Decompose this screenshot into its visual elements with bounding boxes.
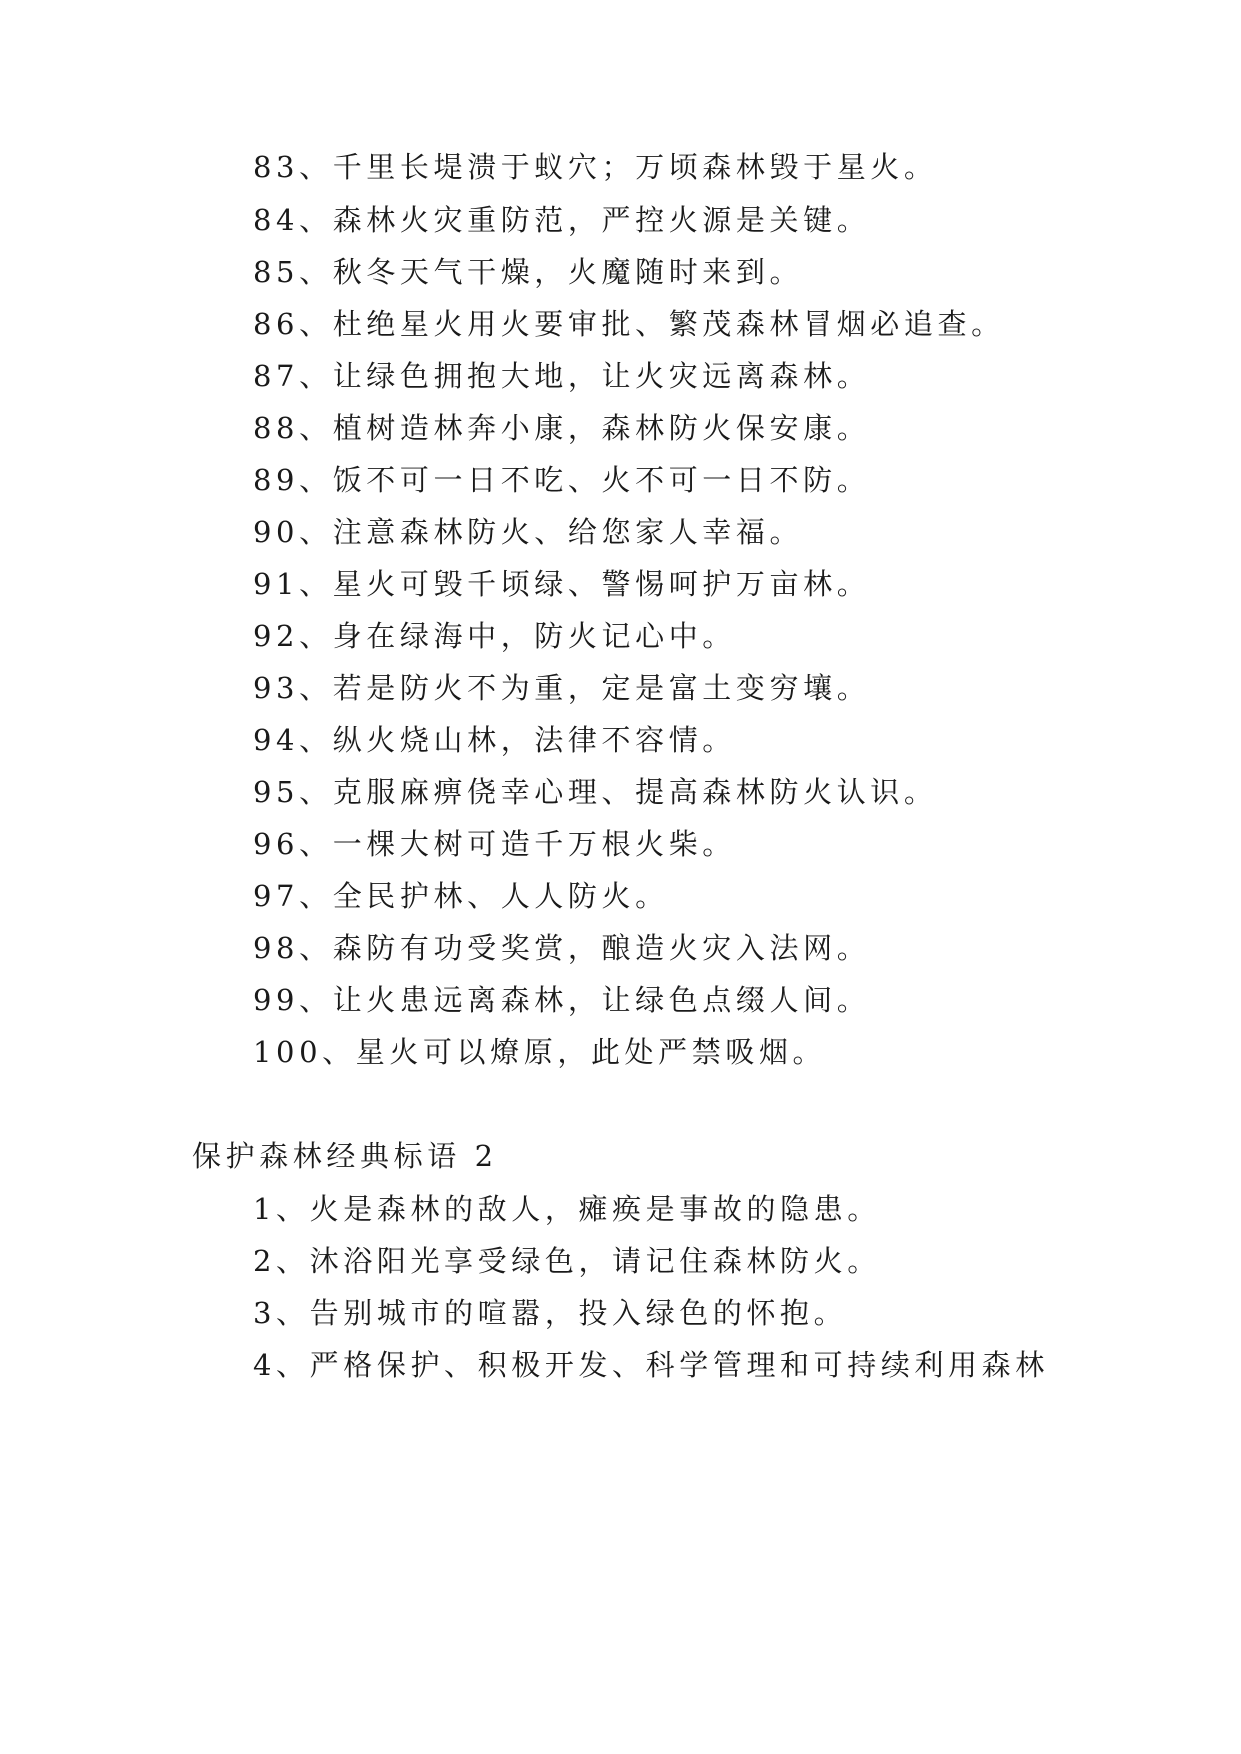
list-item: 95、克服麻痹侥幸心理、提高森林防火认识。 [253,775,938,809]
list-item: 84、森林火灾重防范，严控火源是关键。 [253,203,871,237]
list-item: 89、饭不可一日不吃、火不可一日不防。 [253,463,871,497]
list-item: 3、告别城市的喧嚣，投入绿色的怀抱。 [253,1296,848,1330]
list-item: 92、身在绿海中，防火记心中。 [253,619,736,653]
list-item: 97、全民护林、人人防火。 [253,879,669,913]
list-item: 96、一棵大树可造千万根火柴。 [253,827,736,861]
list-item: 4、严格保护、积极开发、科学管理和可持续利用森林 [253,1348,1049,1382]
list-item: 100、星火可以燎原，此处严禁吸烟。 [253,1035,827,1069]
section-heading: 保护森林经典标语 2 [192,1139,498,1173]
list-item: 83、千里长堤溃于蚁穴；万顷森林毁于星火。 [253,150,938,184]
list-item: 91、星火可毁千顷绿、警惕呵护万亩林。 [253,567,871,601]
list-item: 99、让火患远离森林，让绿色点缀人间。 [253,983,871,1017]
list-item: 88、植树造林奔小康，森林防火保安康。 [253,411,871,445]
list-item: 93、若是防火不为重，定是富土变穷壤。 [253,671,871,705]
list-item: 90、注意森林防火、给您家人幸福。 [253,515,804,549]
list-item: 87、让绿色拥抱大地，让火灾远离森林。 [253,359,871,393]
list-item: 85、秋冬天气干燥，火魔随时来到。 [253,255,804,289]
list-item: 1、火是森林的敌人，瘫痪是事故的隐患。 [253,1192,881,1226]
list-item: 2、沐浴阳光享受绿色，请记住森林防火。 [253,1244,881,1278]
list-item: 98、森防有功受奖赏，酿造火灾入法网。 [253,931,871,965]
list-item: 86、杜绝星火用火要审批、繁茂森林冒烟必追查。 [253,307,1005,341]
list-item: 94、纵火烧山林，法律不容情。 [253,723,736,757]
